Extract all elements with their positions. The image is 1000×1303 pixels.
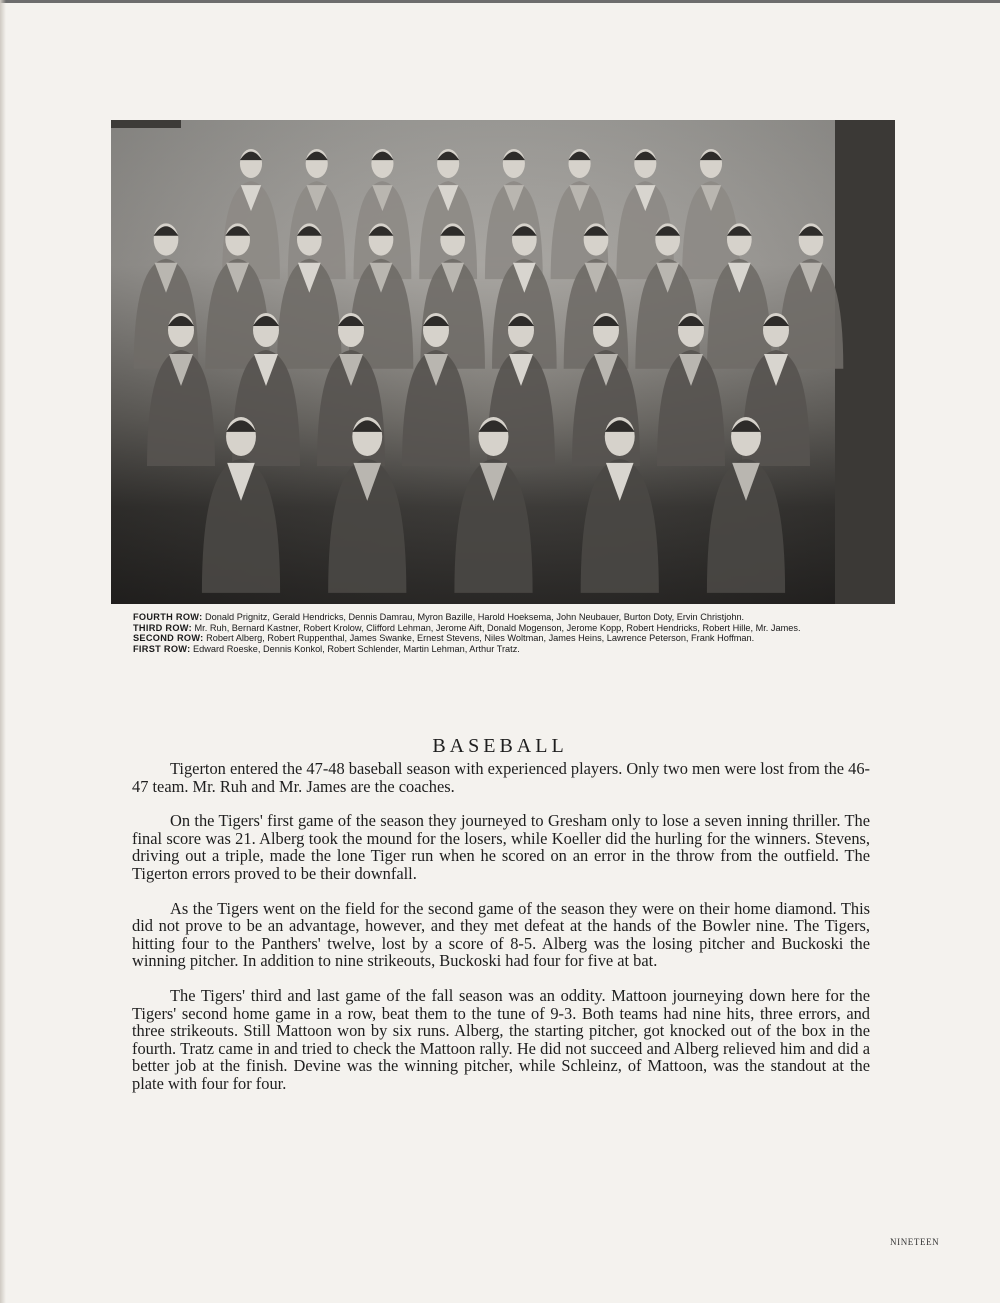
article-paragraph: Tigerton entered the 47-48 baseball season with experienced players. Only two men were lost from the 46-47 team. Mr. Ruh and Mr. James are the coaches. — [132, 759, 870, 796]
caption-row-fourth — [133, 612, 875, 623]
article-paragraph: The Tigers' third and last game of the fall season was an oddity. Mattoon journeying down here for the Tigers' second home game in a row, beat them to the tune of 9-3. Both teams had nine hits, three errors, and three strikeouts. Still Mattoon won by six runs. Alberg, the starting pitcher, got knocked out of the box in the fourth. Tratz came in and tried to check the Mattoon rally. He did not succeed and Alberg relieved him and did a better job at the finish. Devine was the winning pitcher, while Schleinz, of Mattoon, was the standout at the plate with four for four. — [132, 985, 870, 1093]
photo-caption — [133, 612, 875, 654]
caption-row-first — [133, 644, 875, 655]
photo-figure — [682, 149, 740, 279]
page-number: NINETEEN — [890, 1237, 940, 1247]
article-body — [132, 760, 870, 1110]
caption-row-third — [133, 623, 875, 634]
team-photo-figures — [111, 120, 895, 604]
page-top-rule — [0, 0, 1000, 3]
photo-figure — [485, 149, 543, 279]
photo-figure — [288, 149, 346, 279]
caption-row-label: FOURTH ROW: — [133, 612, 203, 622]
article-title: BASEBALL — [432, 735, 568, 757]
photo-figure — [779, 223, 844, 368]
caption-row-names: Mr. Ruh, Bernard Kastner, Robert Krolow, Clifford Lehman, Jerome Aift, Donald Mogenson, Jerome Kopp, Robert Hendricks, Robert Hille, Mr. James. — [194, 622, 801, 633]
page-edge-shadow — [0, 0, 6, 1303]
article-paragraph: As the Tigers went on the field for the second game of the season they were on their home diamond. This did not prove to be an advantage, however, and they met defeat at the hands of the Bowler nine. The Tigers, hitting four to the Panthers' twelve, lost by a score of 8-5. Alberg was the losing pitcher and Buckoski the winning pitcher. In addition to nine strikeouts, Buckoski had four for five at bat. — [132, 898, 870, 971]
article-paragraph: On the Tigers' first game of the season they journeyed to Gresham only to lose a seven inning thriller. The final score was 21. Alberg took the mound for the losers, while Koeller did the hurling for the winners. Stevens, driving out a triple, made the lone Tiger run when he scored on an error in the throw from the outfield. The Tigerton errors proved to be their downfall. — [132, 811, 870, 883]
photo-figure — [419, 149, 477, 279]
caption-row-label: FIRST ROW: — [133, 643, 191, 654]
team-photo — [111, 120, 895, 604]
photo-figure — [222, 149, 280, 279]
caption-row-names: Robert Alberg, Robert Ruppenthal, James Swanke, Ernest Stevens, Niles Woltman, James Heins, Lawrence Peterson, Frank Hoffman. — [206, 633, 755, 644]
caption-row-label: SECOND ROW: — [133, 633, 204, 644]
caption-row-second — [133, 633, 875, 644]
caption-row-label: THIRD ROW: — [133, 622, 192, 633]
caption-row-names: Donald Prignitz, Gerald Hendricks, Dennis Damrau, Myron Bazille, Harold Hoeksema, John Neubauer, Burton Doty, Ervin Christjohn. — [205, 612, 745, 622]
caption-row-names: Edward Roeske, Dennis Konkol, Robert Schlender, Martin Lehman, Arthur Tratz. — [193, 643, 520, 654]
photo-figure — [134, 223, 199, 368]
